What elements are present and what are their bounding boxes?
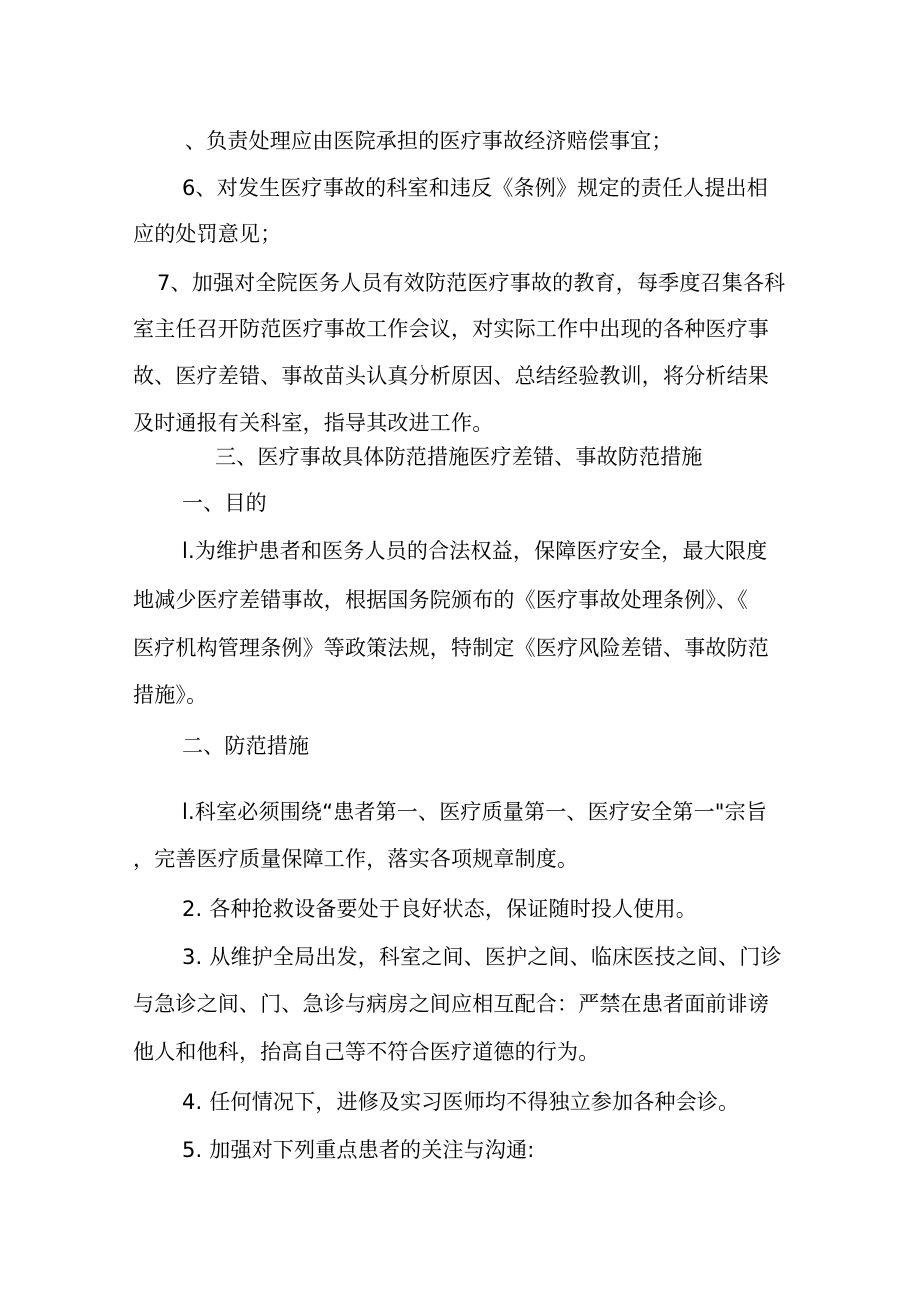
text-line-purpose-1-cont-2: 医疗机构管理条例》等政策法规，特制定《医疗风险差错、事故防范 xyxy=(133,636,769,660)
section-heading-3: 三、医疗事故具体防范措施医疗差错、事故防范措施 xyxy=(215,445,703,469)
text-line-purpose-1-cont-3: 措施》。 xyxy=(133,683,208,707)
text-line-item-6: 6、对发生医疗事故的科室和违反《条例》规定的责任人提出相 xyxy=(182,176,768,200)
text-line-measure-1: l.科室必须围绕“患者第一、医疗质量第一、医疗安全第一"宗旨 xyxy=(182,800,768,824)
text-line-measure-1-cont: ，完善医疗质量保障工作，落实各项规章制度。 xyxy=(133,847,579,871)
text-line-measure-3: 3. 从维护全局出发，科室之间、医护之间、临床医技之间、门诊 xyxy=(182,945,782,969)
text-line-measure-3-cont-1: 与急诊之间、门、急诊与病房之间应相互配合：严禁在患者面前诽谤 xyxy=(133,992,769,1016)
text-line-purpose-1: l.为维护患者和医务人员的合法权益，保障医疗安全，最大限度 xyxy=(182,539,768,563)
text-line-measure-5: 5. 加强对下列重点患者的关注与沟通: xyxy=(182,1138,535,1162)
text-line-measure-4: 4. 任何情况下，进修及实习医师均不得独立参加各种会诊。 xyxy=(182,1090,740,1114)
text-line-item-7: 7、加强对全院医务人员有效防范医疗事故的教育，每季度召集各科 xyxy=(157,271,786,295)
text-line-purpose-1-cont-1: 地减少医疗差错事故，根据国务院颁布的《医疗事故处理条例》、《 xyxy=(133,588,748,612)
text-line-item-7-cont-3: 及时通报有关科室，指导其改进工作。 xyxy=(133,411,494,435)
text-line-measure-3-cont-2: 他人和他科，抬高自己等不符合医疗道德的行为。 xyxy=(133,1040,600,1064)
text-line-item-7-cont-2: 故、医疗差错、事故苗头认真分析原因、总结经验教训，将分析结果 xyxy=(133,364,769,388)
text-line-item-7-cont-1: 室主任召开防范医疗事故工作会议，对实际工作中出现的各种医疗事 xyxy=(133,317,769,341)
subheading-purpose: 一、目的 xyxy=(182,491,267,515)
subheading-measures: 二、防范措施 xyxy=(182,734,310,758)
text-line-item-6-cont: 应的处罚意见； xyxy=(133,222,282,246)
text-line-measure-2: 2. 各种抢救设备要处于良好状态，保证随时投人使用。 xyxy=(182,897,697,921)
text-line-duty-compensation: 、负责处理应由医院承担的医疗事故经济赔偿事宜； xyxy=(185,129,673,153)
